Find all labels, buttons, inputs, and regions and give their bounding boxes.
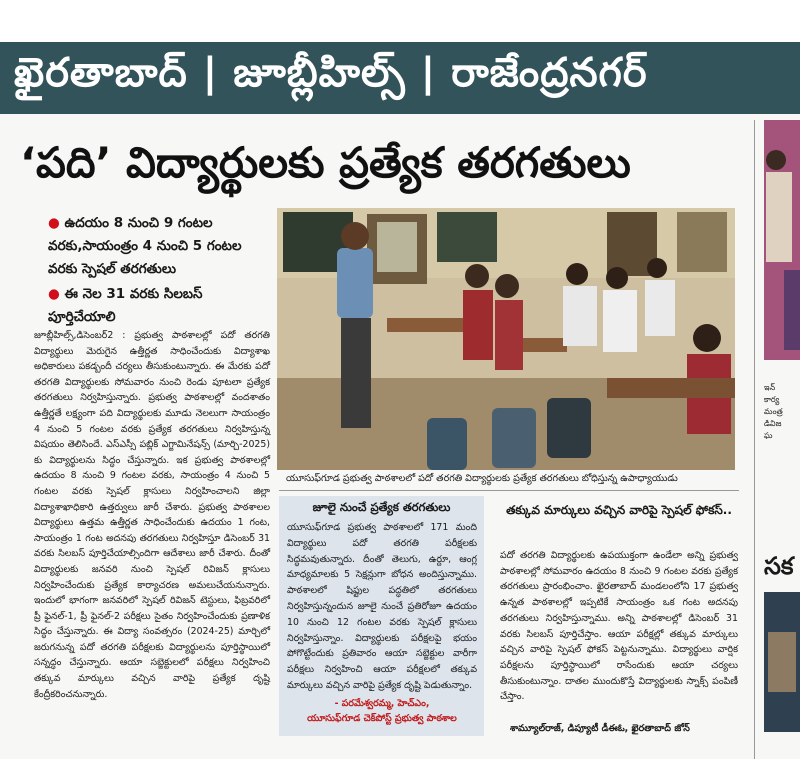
photo-caption: యూసుఫ్‌గూడ ప్రభుత్వ పాఠశాలలో పదో తరగతి విద్యార్థులకు ప్రత్యేక తరగతులు బోధిస్తున్న ఉపాధ్యాయుడు	[286, 473, 678, 484]
right-column-heading: తక్కువ మార్కులు వచ్చిన వారిపై స్పెషల్ ఫోకస్..	[506, 503, 732, 517]
classroom-photo-illustration	[277, 208, 735, 470]
banner-title: ఖైరతాబాద్ | జూబ్లీహిల్స్ | రాజేంద్రనగర్	[14, 50, 648, 96]
box-heading: జూలై నుంచే ప్రత్యేక తరగతులు	[312, 500, 451, 514]
bullet-dot-icon: ●	[48, 215, 65, 231]
column-divider	[754, 120, 755, 759]
sidebar-box	[279, 496, 484, 736]
article-headline: ‘పది’ విద్యార్థులకు ప్రత్యేక తరగతులు	[20, 138, 631, 187]
bullet-1: ● ఉదయం 8 నుంచి 9 గంటల వరకు,సాయంత్రం 4 నుంచి 5 గంటల వరకు స్పెషల్ తరగతులు	[48, 215, 242, 277]
right-column-body: పదో తరగతి విద్యార్థులకు ఉపయుక్తంగా ఉండేలా అన్ని ప్రభుత్వ పాఠశాలల్లో సోమవారం ఉదయం 8 నుంచి 9 గంటల వరకు ప్రత్యేక తరగతులు ప్రారంభించాం. ఖైరతాబాద్ మండలంలోని 17 ప్రభుత్వ ఉన్నత పాఠశాలల్లో ఇప్పటికే సాయంత్రం ఒక గంట అదనపు తరగతులు నిర్వహిస్తున్నాము. అన్ని పాఠశాలల్లో డిసెంబర్ 31 వరకు సిలబస్ పూర్తిచేస్తాం. ఆయా పరీక్షల్లో తక్కువ మార్కులు వచ్చిన వారిపై స్పెషల్ ఫోకస్ పెట్టనున్నాము. విద్యార్థులు వార్షిక పరీక్షలను పూర్తిస్థాయిలో రాసేందుకు ఆయా చర్యలు తీసుకుంటున్నాం. దాతల ముందుకొస్తే విద్యార్థులకు స్నాక్స్ పంపిణీ చేస్తాం.	[500, 550, 738, 703]
classroom-photo	[277, 208, 735, 470]
adjacent-text: ఇన్‌ కార్య మంత్ర డివిజ ఘ	[764, 383, 783, 440]
article-body-left: జూబ్లీహిల్స్,డిసెంబర్2 : ప్రభుత్వ పాఠశాలల్లో పదో తరగతి విద్యార్థులు మెరుగైన ఉత్తీర్ణత సాధించేందుకు విద్యాశాఖ అధికారులు పకడ్బందీ చర్యలు తీసుకుంటున్నారు. ఈ మేరకు పదో తరగతి విద్యార్థులకు సోమవారం నుంచి రెండు పూటలా ప్రత్యేక తరగతులు నిర్వహిస్తున్నారు. ప్రభుత్వ పాఠశాలల్లో వందశాతం ఉత్తీర్ణతే లక్ష్యంగా పది విద్యార్థులకు మూడు నెలలుగా సాయంత్రం 4 నుంచి 5 గంటల వరకు ప్రత్యేక తరగతులు నిర్వహిస్తున్న విషయం తెలిసిందే. ఎస్ఎస్సీ పబ్లిక్ ఎగ్జామినేషన్స్ (మార్చి-2025) కు విద్యార్థులను సిద్ధం చేస్తున్నారు. ఇక ప్రభుత్వ పాఠశాలల్లో ఉదయం 8 నుంచి 9 గంటల వరకు, సాయంత్రం 4 నుంచి 5 గంటల వరకు స్పెషల్ క్లాసులు నిర్వహించాలని జిల్లా విద్యాశాఖాధికారి ఉత్తర్వులు జారీ చేశారు. ప్రభుత్వ పాఠశాలల విద్యార్థులు ఉత్తమ ఉత్తీర్ణత సాధించేందుకు ఉదయం 1 గంట, సాయంత్రం 1 గంట అదనపు తరగతులు నిర్వహిస్తూ డిసెంబర్ 31 వరకు సిలబస్ పూర్తిచేయాల్సిందిగా ఆదేశాలు జారీ చేశారు. దీంతో విద్యార్థులకు జనవరి నుంచి స్పెషల్ రివిజన్ క్లాసులు నిర్వహించేందుకు ప్రత్యేక కార్యాచరణ అమలుచేయనున్నారు. ఇందులో భాగంగా జనవరిలో స్పెషల్ రివిజన్ టెస్టులు, ఫిబ్రవరిలో ప్రీ ఫైనల్-1, ప్రీ ఫైనల్-2 పరీక్షలు సైతం నిర్వహించేందుకు ప్రణాళిక సిద్ధం చేస్తున్నారు. ఈ విద్యా సంవత్సరం (2024-25) మార్చిలో జరుగనున్న పదో తరగతి పరీక్షలకు విద్యార్థులను పూర్తిస్థాయిలో సన్నద్ధం చేస్తున్నారు. ఆయా సబ్జెక్టులలో పరీక్షలు నిర్వహించి తక్కువ మార్కులు వచ్చిన వారిపై ప్రత్యేక దృష్టి కేంద్రీకరించనున్నారు.	[34, 330, 270, 700]
adjacent-article-strip	[764, 120, 800, 759]
box-text: యూసుఫ్‌గూడ ప్రభుత్వ పాఠశాలలో 171 మంది విద్యార్థులు పదో తరగతి పరీక్షలకు సిద్ధమవుతున్నారు. దీంతో తెలుగు, ఉర్దూ, ఆంగ్ల మాధ్యమాలకు 5 సెక్షన్లుగా బోధన అందిస్తున్నాము. పాఠశాలలో షిఫ్టుల పద్ధతిలో తరగతులు నిర్వహిస్తున్నందున జూలై నుంచే ప్రతిరోజూ ఉదయం 10 నుంచి 12 గంటల వరకు స్పెషల్ క్లాసులు నిర్వహిస్తున్నాం. విద్యార్థులకు పరీక్షలపై భయం పోగొట్టేందుకు ప్రతివారం ఆయా సబ్జెక్టుల వారీగా పరీక్షలు నిర్వహించి ఆయా పరీక్షలలో తక్కువ మార్కులు వచ్చిన వారిపై ప్రత్యేక దృష్టి పెడుతున్నాం.	[287, 522, 477, 691]
section-banner	[0, 42, 800, 114]
bullet-2: ● ఈ నెల 31 వరకు సిలబస్ పూర్తిచేయాలి	[48, 286, 203, 325]
adjacent-photo	[764, 120, 800, 360]
horizontal-divider	[279, 490, 739, 491]
adjacent-heading: సక	[764, 552, 794, 580]
highlight-bullets	[48, 212, 266, 331]
adjacent-photo-2	[764, 592, 800, 732]
bullet-dot-icon: ●	[48, 286, 65, 302]
right-column-signature: శామ్యూల్‌రాజ్, డిప్యూటీ డీఈఓ, ఖైరతాబాద్ జోన్	[510, 723, 690, 734]
top-white-strip	[0, 0, 800, 42]
box-signature: - పరమేశ్వరమ్మ, హెచ్ఎం, యూసుఫ్‌గూడ చెక్‌పోస్ట్ ప్రభుత్వ పాఠశాల	[307, 698, 457, 724]
